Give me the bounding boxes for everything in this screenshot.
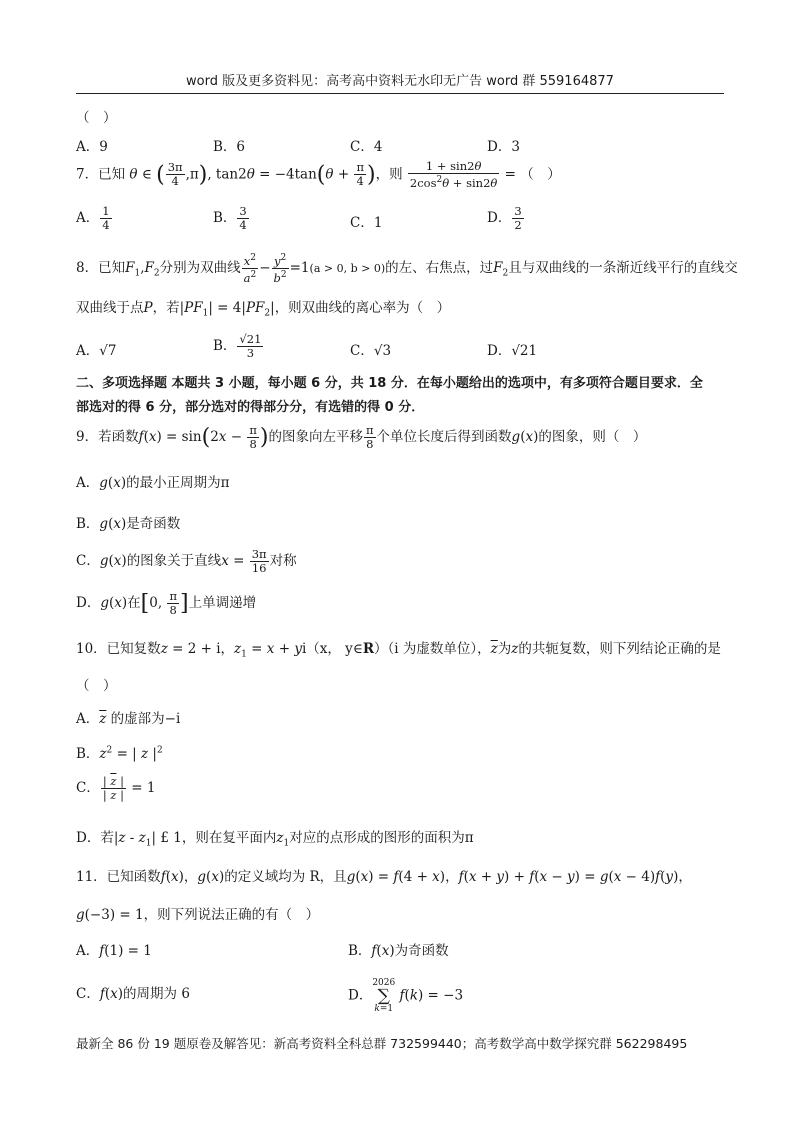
q6-option-b: B．6	[213, 139, 246, 155]
q6-options	[76, 135, 520, 155]
q8-option-d: D．√21	[487, 343, 538, 359]
q7-paren: （ ）	[520, 166, 561, 183]
q7-option-d: D． $\frac{3}{2}$	[487, 204, 522, 232]
q9-option-b: B．g(x)是奇函数	[76, 516, 181, 532]
q11-stem-line2: g(−3) = 1，则下列说法正确的有（ ）	[76, 907, 320, 923]
q8-option-c: C．√3	[350, 343, 392, 359]
q10-option-b: B．$z^2$ = | z $|^2$	[76, 745, 163, 762]
q8-option-b: B． $\frac{√21}{3}$	[213, 332, 262, 360]
q11-option-d: D． 2026 ∑ k=1 f(k) = −3	[348, 978, 464, 1014]
section2-heading-line1: 二、多项选择题 本题共 3 小题，每小题 6 分，共 18 分．在每小题给出的选项中，有多项符合题目要求．全	[76, 376, 703, 391]
q10-paren: （ ）	[76, 678, 117, 694]
q6-option-c: C．4	[350, 139, 383, 155]
q9-option-a: A．g(x)的最小正周期为π	[76, 475, 230, 491]
q7-stem: 7．已知 θ ∈ ( $\frac{3\pi}{4}$ ,π), tan2θ = −4tan(θ + $\frac{\pi}{4}$ )，则 $\frac{1 + \sin 2\theta}{2\cos^2\theta + \sin 2\theta}$ = （ ）	[76, 159, 561, 190]
page-header: word 版及更多资料见：高考高中资料无水印无广告 word 群 559164877	[76, 70, 724, 94]
q6-option-d: D．3	[487, 139, 520, 155]
q11-options-row1	[76, 939, 449, 959]
q8-stem-line2: 双曲线于点P，若$|PF_1| = 4|PF_2|$，则双曲线的离心率为（ ）	[76, 300, 451, 319]
q8-stem-line1: 8．已知$F_1,F_2$分别为双曲线 $\frac{x^2}{a^2}$ − $\frac{y^2}{b^2}$ =1(a > 0, b > 0)的左、右焦点，过$F_2$且与双曲线的一条渐近线平行的直线交	[76, 253, 738, 285]
q9-option-c: C．g(x)的图象关于直线x = $\frac{3\pi}{16}$ 对称	[76, 547, 297, 575]
q10-option-c: C． $\frac{| \overline{z} |}{| z |}$ = 1	[76, 774, 156, 802]
q11-options-row2	[76, 978, 463, 1014]
q6-option-a: A．9	[76, 139, 108, 155]
section2-heading-line2: 部选对的得 6 分，部分选对的得部分分，有选错的得 0 分．	[76, 400, 425, 415]
q6-paren: （ ）	[76, 110, 117, 126]
q11-stem-line1: 11．已知函数f(x)，g(x)的定义域均为 R，且g(x) = f(4 + x)，f(x + y) + f(x − y) = g(x − 4)f(y)，	[76, 869, 692, 885]
q9-stem: 9．若函数f(x) = sin(2x − $\frac{\pi}{8}$ )的图象向左平移 $\frac{\pi}{8}$ 个单位长度后得到函数g(x)的图象，则（ ）	[76, 423, 647, 451]
q8-options	[76, 333, 537, 360]
q7-option-c: C．1	[350, 215, 383, 231]
page-footer: 最新全 86 份 19 题原卷及解答见：新高考资料全科总群 732599440；高考数学高中数学探究群 562298495	[76, 1036, 688, 1051]
q8-option-a: A．√7	[76, 343, 117, 359]
q7-option-a: A． $\frac{1}{4}$	[76, 204, 110, 232]
q10-stem: 10．已知复数z = 2 + i，$z_1 = x + yi(x$， y∈R）（i 为虚数单位），$\overline{z}$为z的共轭复数，则下列结论正确的是	[76, 641, 721, 660]
q11-option-c: C．f(x)的周期为 6	[76, 986, 190, 1002]
q7-options	[76, 205, 525, 232]
q10-option-d: D．若$|z - z_1|$ £ 1，则在复平面内$z_1$对应的点形成的图形的面积为π	[76, 830, 474, 849]
q11-option-a: A．f(1) = 1	[76, 943, 152, 959]
q7-option-b: B． $\frac{3}{4}$	[213, 204, 247, 232]
q10-option-a: A．$\overline{z}$ 的虚部为−i	[76, 711, 181, 727]
q9-option-d: D．g(x)在[0, $\frac{\pi}{8}$ ]上单调递增	[76, 589, 257, 617]
q7-prefix: 7．已知	[76, 166, 126, 183]
q11-option-b: B．f(x)为奇函数	[348, 943, 449, 959]
